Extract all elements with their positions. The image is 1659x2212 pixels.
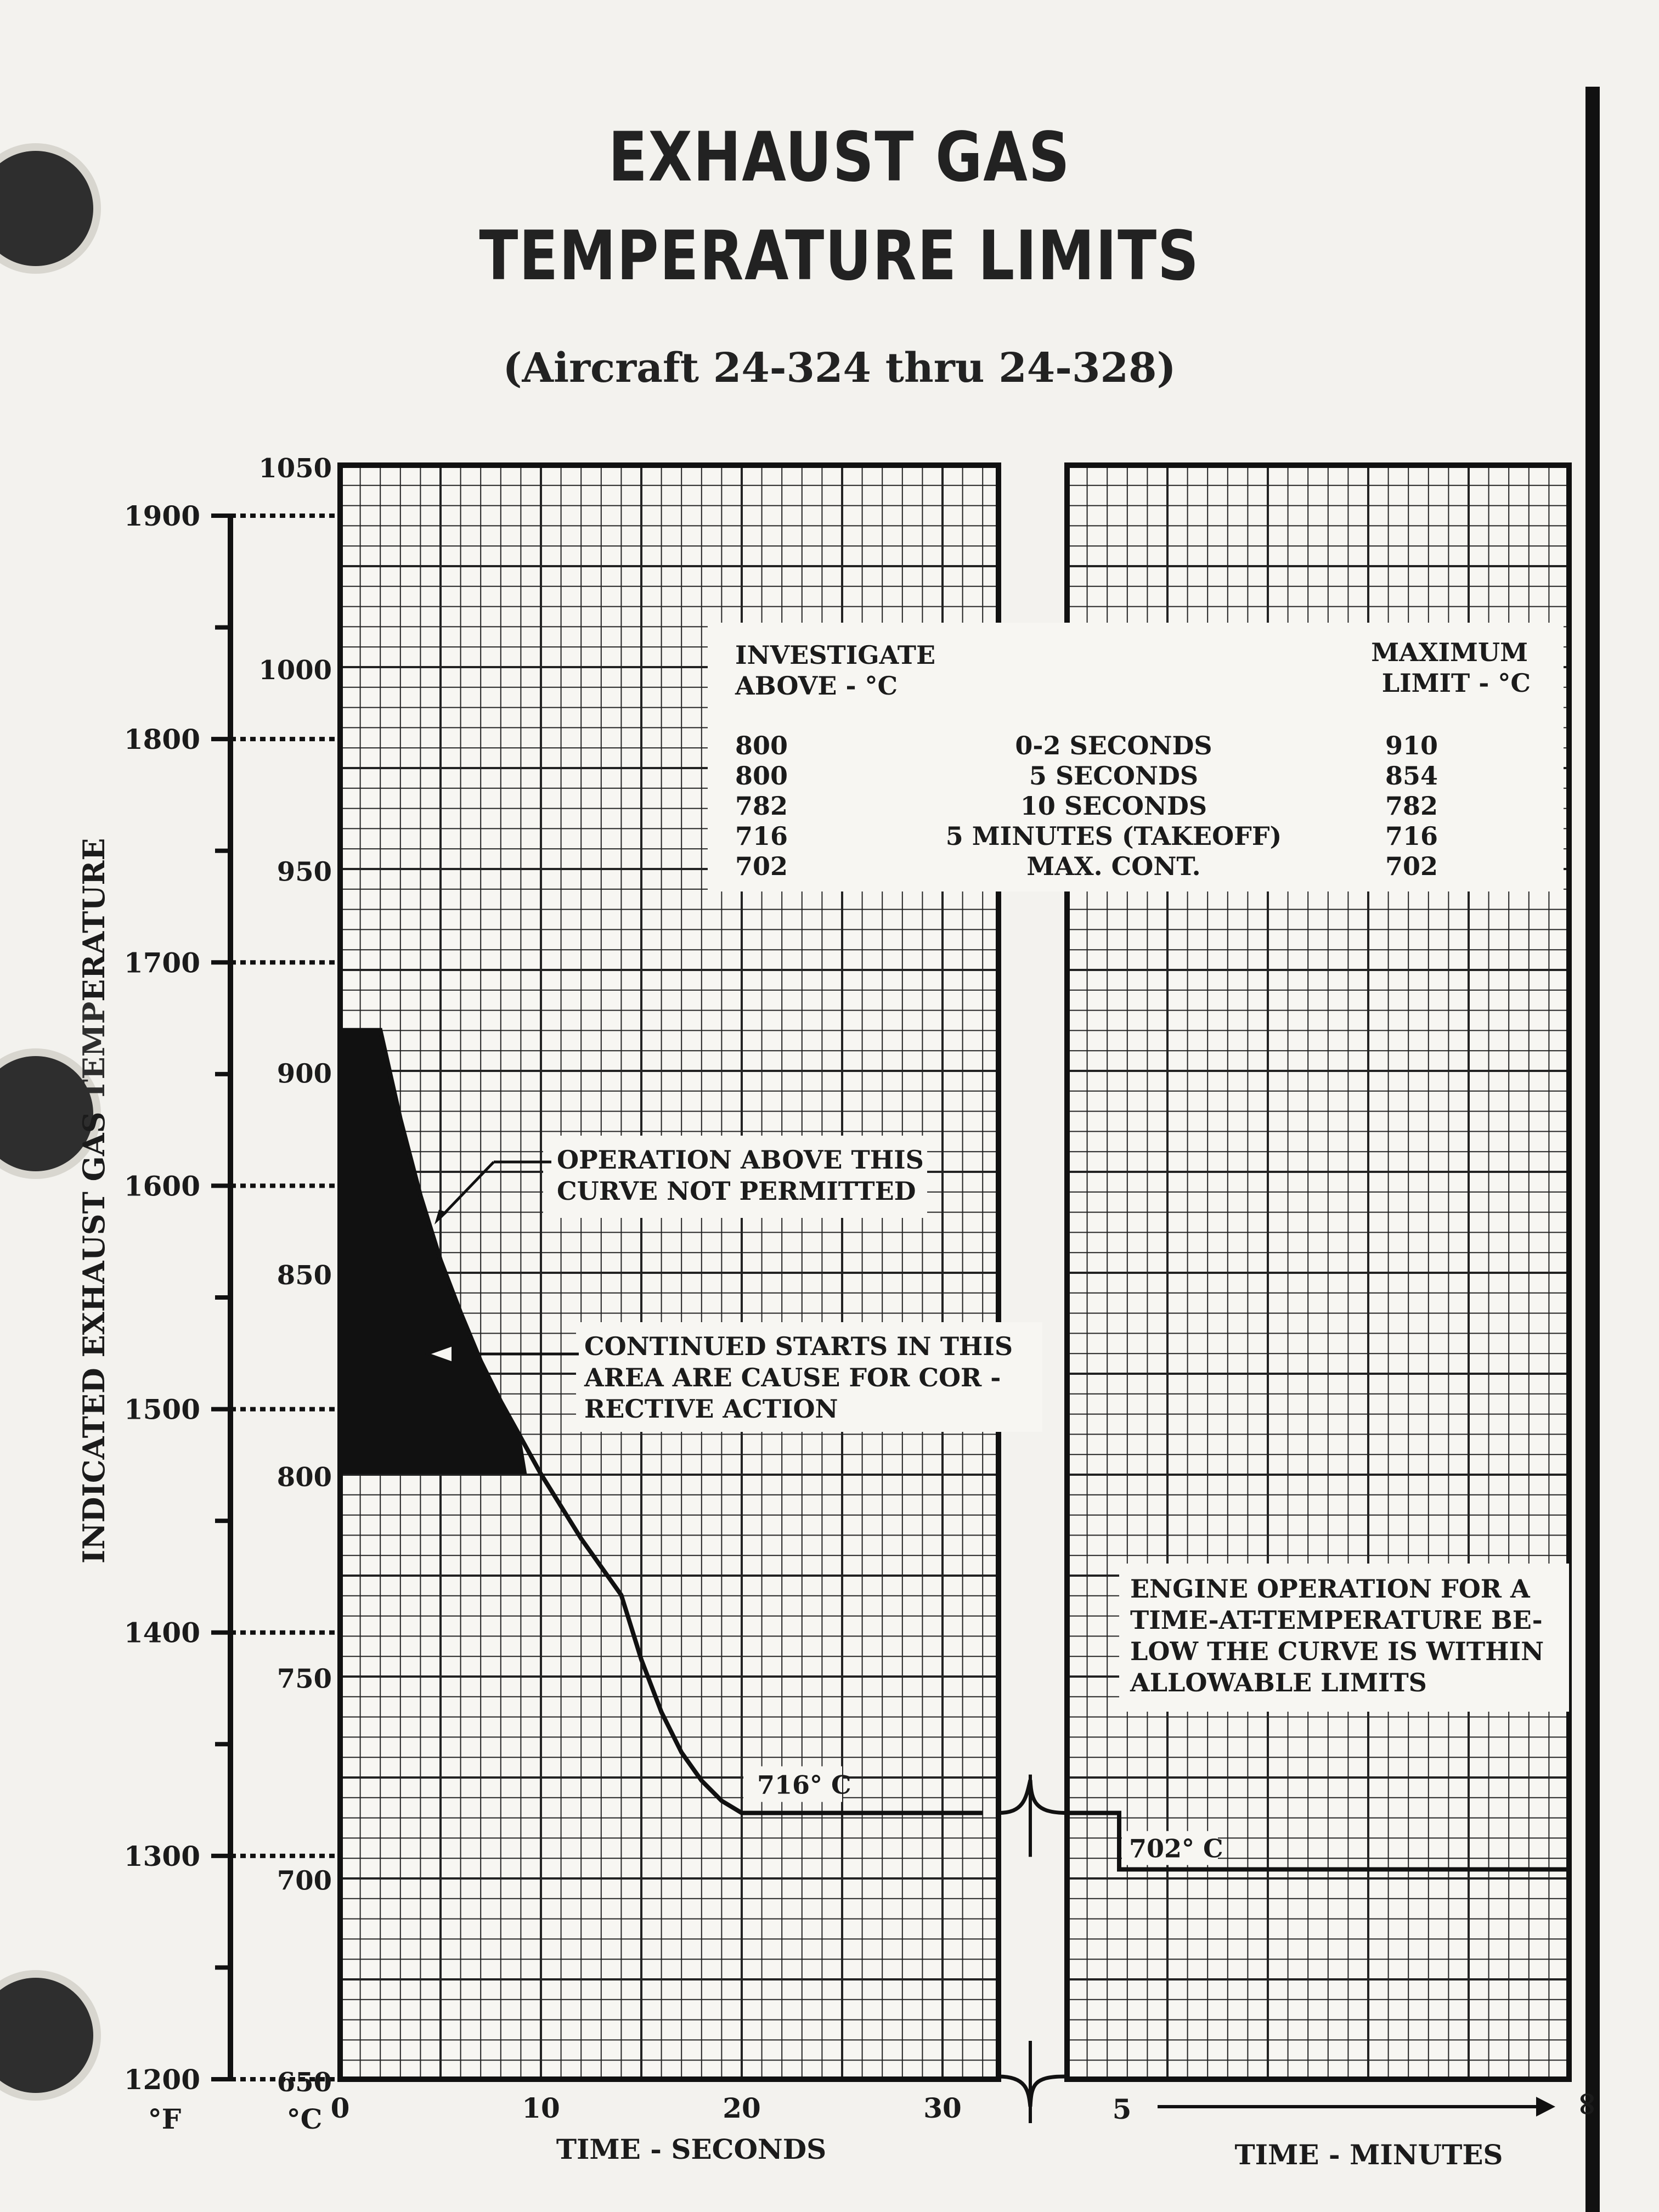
condition-label: 10 SECONDS [1020, 791, 1207, 821]
condition-label: 5 MINUTES (TAKEOFF) [945, 821, 1282, 851]
fahrenheit-tick-label: 1500 [123, 1393, 200, 1426]
fahrenheit-tick-label: 1600 [123, 1170, 200, 1203]
curve-label-702: 702° C [1129, 1833, 1223, 1864]
condition-label: 0-2 SECONDS [1015, 731, 1212, 760]
page-title-line2: TEMPERATURE LIMITS [479, 217, 1200, 296]
investigate-header-line1: INVESTIGATE [735, 640, 936, 670]
celsius-unit-label: °C [286, 2103, 323, 2135]
maximum-value: 854 [1385, 761, 1438, 791]
seconds-tick-label: 20 [723, 2092, 761, 2124]
investigate-value: 800 [735, 761, 788, 791]
x-axis-label-seconds: TIME - SECONDS [556, 2133, 827, 2165]
chart-grid [340, 465, 1569, 2079]
investigate-value: 800 [735, 731, 788, 760]
celsius-tick-label: 900 [276, 1058, 332, 1090]
y-axis-label [76, 838, 111, 1564]
fahrenheit-tick-label: 1200 [123, 2063, 200, 2096]
investigate-value: 702 [735, 851, 788, 881]
note-continued-starts-line: RECTIVE ACTION [584, 1394, 838, 1424]
maximum-value: 702 [1385, 851, 1438, 881]
y-axis-label-visible-part-1: INDICATED EXHAUST GAS [76, 1101, 111, 1564]
investigate-value: 716 [735, 821, 788, 851]
maximum-header-line2: LIMIT - °C [1381, 668, 1531, 698]
minutes-arrow-head [1536, 2097, 1555, 2117]
condition-label: MAX. CONT. [1026, 851, 1201, 881]
celsius-tick-label: 800 [276, 1462, 332, 1493]
fahrenheit-tick-label: 1400 [123, 1616, 200, 1649]
celsius-tick-label: 950 [276, 856, 332, 888]
celsius-tick-label: 850 [276, 1260, 332, 1291]
investigate-header-line2: ABOVE - °C [735, 671, 898, 701]
maximum-value: 782 [1385, 791, 1438, 821]
note-allowable-line: ALLOWABLE LIMITS [1130, 1668, 1427, 1697]
note-not-permitted-line: CURVE NOT PERMITTED [557, 1176, 916, 1206]
maximum-value: 716 [1385, 821, 1438, 851]
curve-break-mark [998, 1780, 1067, 1813]
y-axis-label-visible-part-2: ERATURE [76, 838, 111, 1002]
fahrenheit-unit-label: °F [148, 2103, 182, 2135]
maximum-value: 910 [1385, 731, 1438, 760]
seconds-tick-label: 10 [522, 2092, 560, 2124]
celsius-tick-label: 650 [276, 2067, 332, 2098]
y-axis-label-obscured-part: TEMP [76, 1001, 111, 1102]
page-title-line1: EXHAUST GAS [608, 118, 1071, 197]
maximum-header-line1: MAXIMUM [1371, 637, 1528, 667]
x-axis-label-minutes: TIME - MINUTES [1234, 2138, 1503, 2171]
fahrenheit-tick-label: 1300 [123, 1839, 200, 1872]
seconds-tick-label: 30 [923, 2092, 962, 2124]
fahrenheit-tick-label: 1700 [123, 946, 200, 979]
fahrenheit-tick-label: 1800 [123, 723, 200, 756]
seconds-tick-label: 0 [330, 2092, 350, 2124]
curve-label-716: 716° C [757, 1770, 851, 1800]
celsius-tick-label: 750 [276, 1663, 332, 1695]
celsius-tick-label: 700 [276, 1865, 332, 1897]
note-not-permitted-line: OPERATION ABOVE THIS [557, 1145, 924, 1175]
celsius-tick-label: 1050 [258, 453, 332, 484]
celsius-tick-label: 1000 [258, 654, 332, 686]
fahrenheit-tick-label: 1900 [123, 500, 200, 532]
note-allowable-line: LOW THE CURVE IS WITHIN [1130, 1637, 1544, 1666]
minutes-tick-label: 5 [1112, 2093, 1132, 2125]
note-allowable-line: ENGINE OPERATION FOR A [1130, 1574, 1530, 1604]
investigate-value: 782 [735, 791, 788, 821]
note-continued-starts-line: AREA ARE CAUSE FOR COR - [584, 1363, 1001, 1392]
page-subtitle: (Aircraft 24-324 thru 24-328) [503, 345, 1176, 392]
note-continued-starts-line: CONTINUED STARTS IN THIS [584, 1331, 1013, 1361]
condition-label: 5 SECONDS [1029, 761, 1199, 791]
note-allowable-line: TIME-AT-TEMPERATURE BE- [1130, 1605, 1543, 1635]
minutes-infinity-label: ∞ [1569, 2090, 1607, 2118]
